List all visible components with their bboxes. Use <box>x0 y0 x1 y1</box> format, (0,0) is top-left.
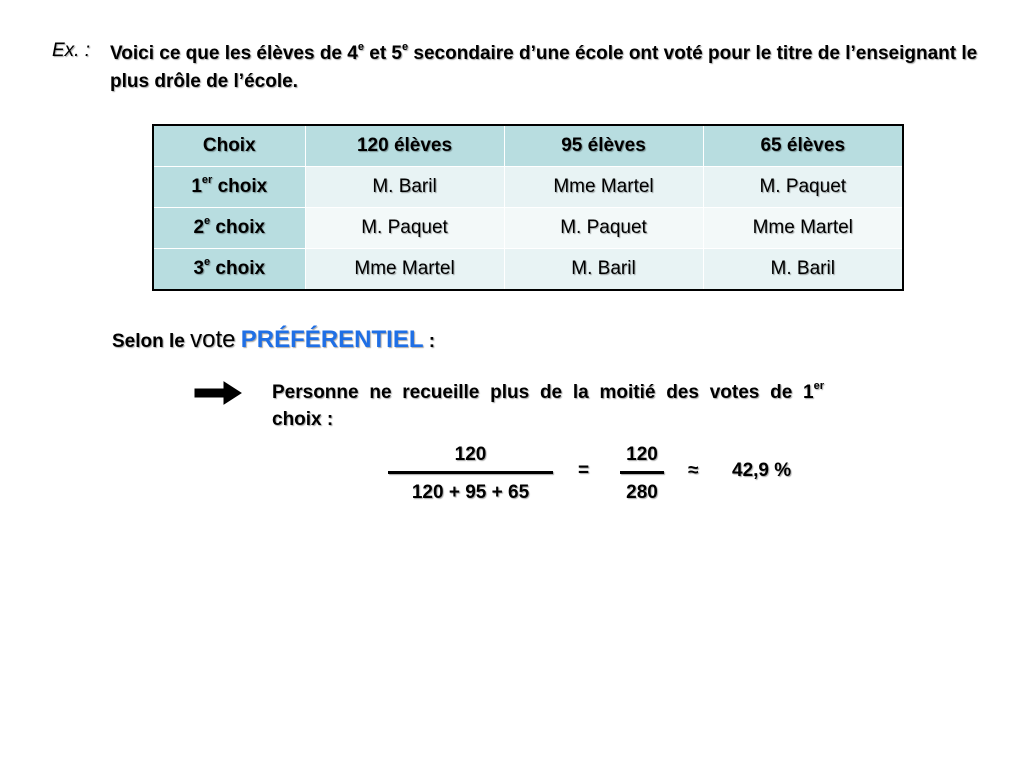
fraction-bar <box>388 471 553 474</box>
row-label-choix-1 <box>153 167 305 208</box>
row-label-sup: e <box>204 214 211 227</box>
table-cell: M. Baril <box>305 167 504 208</box>
votes-table <box>152 124 904 291</box>
table-row <box>153 208 903 249</box>
table-row <box>153 167 903 208</box>
table-cell: M. Baril <box>504 249 703 291</box>
fraction-simplified-denominator: 280 <box>626 482 658 503</box>
row-label-rest: choix <box>210 258 266 279</box>
majority-statement <box>272 379 824 433</box>
approx-sign: ≈ <box>688 460 699 481</box>
row-label-num: 1 <box>191 176 202 197</box>
fraction-total-numerator: 120 <box>454 444 487 465</box>
row-label-rest: choix <box>212 176 268 197</box>
fraction-total <box>388 442 553 506</box>
row-label-rest: choix <box>210 217 266 238</box>
row-label-choix-2 <box>153 208 305 249</box>
table-header-row <box>153 125 903 167</box>
table-cell: M. Paquet <box>504 208 703 249</box>
method-heading <box>112 326 435 354</box>
header-95-eleves: 95 élèves <box>504 125 703 167</box>
table-cell: M. Paquet <box>305 208 504 249</box>
table-cell: M. Paquet <box>703 167 903 208</box>
table-cell: M. Baril <box>703 249 903 291</box>
right-arrow-icon <box>194 380 242 406</box>
row-label-sup: er <box>201 173 213 186</box>
intro-sup1: e <box>357 40 364 53</box>
fraction-bar <box>620 471 664 474</box>
method-suffix: : <box>423 331 436 352</box>
fraction-total-denominator: 120 + 95 + 65 <box>411 482 530 503</box>
statement-part1: Personne ne recueille plus de la moitié des votes de 1 <box>272 382 814 403</box>
header-choix: Choix <box>153 125 305 167</box>
intro-part1: Voici ce que les élèves de 4 <box>110 43 358 64</box>
statement-part2: choix : <box>272 409 334 430</box>
equals-sign: = <box>578 460 590 481</box>
table-cell: Mme Martel <box>703 208 903 249</box>
statement-sup: er <box>813 379 824 392</box>
row-label-num: 2 <box>193 217 205 238</box>
method-preferentiel: PRÉFÉRENTIEL <box>240 326 424 353</box>
table-row <box>153 249 903 291</box>
table-cell: Mme Martel <box>504 167 703 208</box>
percentage-result: 42,9 % <box>732 460 792 481</box>
fraction-simplified <box>620 442 664 506</box>
header-65-eleves: 65 élèves <box>703 125 903 167</box>
intro-part3: secondaire d’une école ont voté pour le titre de l’enseignant le plus drôle de l’école. <box>110 43 978 92</box>
row-label-choix-3 <box>153 249 305 291</box>
method-prefix: Selon le <box>112 331 191 352</box>
example-label: Ex. : <box>52 40 91 61</box>
row-label-num: 3 <box>193 258 205 279</box>
header-120-eleves: 120 élèves <box>305 125 504 167</box>
intro-text <box>110 40 1000 96</box>
fraction-simplified-numerator: 120 <box>626 444 658 465</box>
method-vote-word: vote <box>190 326 236 353</box>
intro-part2: et 5 <box>363 43 403 64</box>
row-label-sup: e <box>204 255 211 268</box>
table-cell: Mme Martel <box>305 249 504 291</box>
intro-sup2: e <box>402 40 409 53</box>
